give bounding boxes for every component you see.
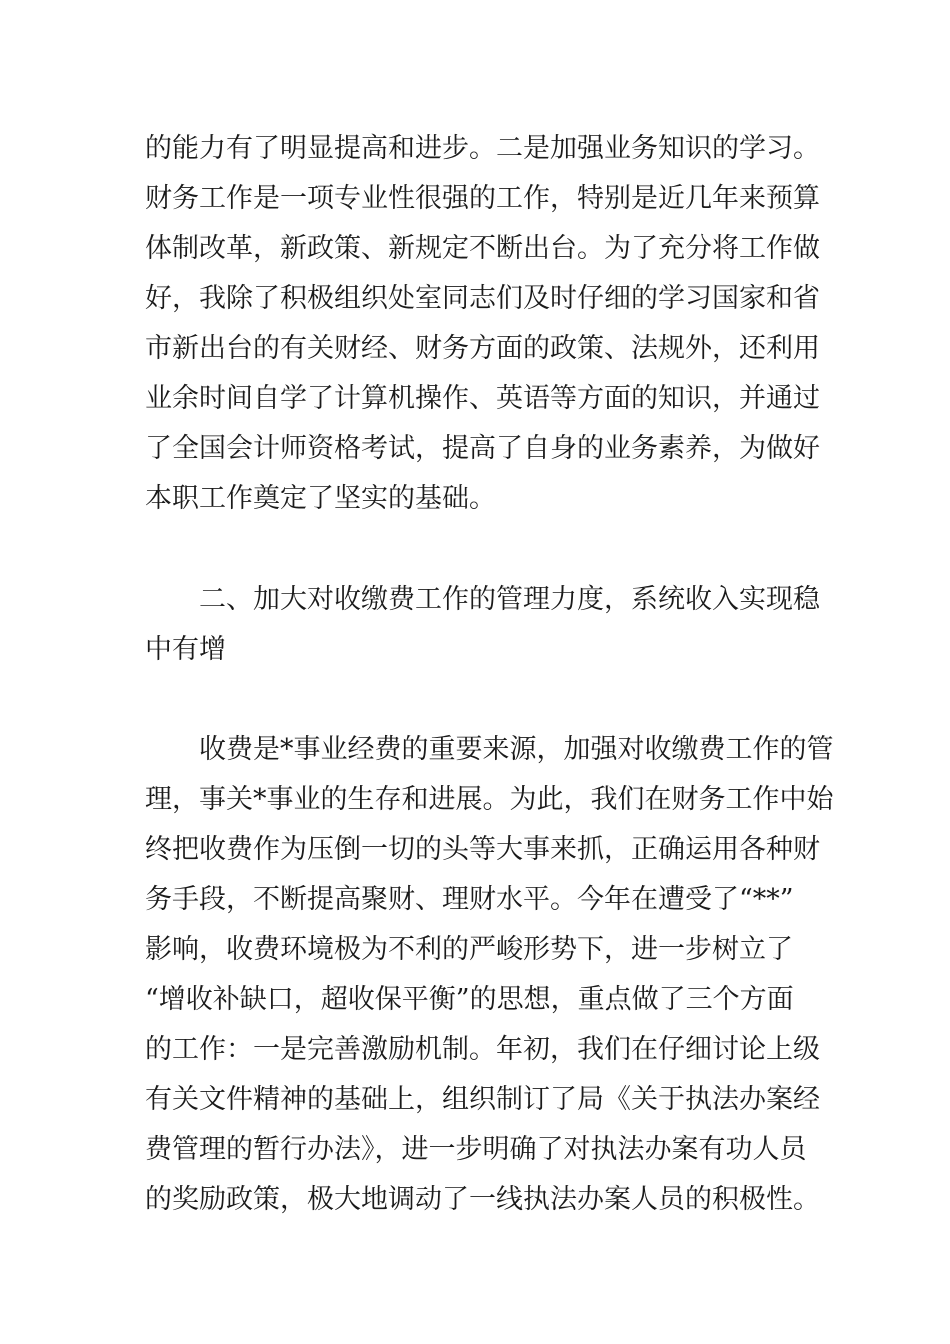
paragraph-line: 的工作：一是完善激励机制。年初，我们在仔细讨论上级 xyxy=(145,1034,820,1065)
paragraph-line: 市新出台的有关财经、财务方面的政策、法规外，还利用 xyxy=(145,333,820,364)
paragraph-line: 影响，收费环境极为不利的严峻形势下，进一步树立了 xyxy=(145,934,793,965)
paragraph-line: 务手段，不断提高聚财、理财水平。今年在遭受了“**” xyxy=(145,884,794,915)
paragraph-line: 有关文件精神的基础上，组织制订了局《关于执法办案经 xyxy=(145,1084,820,1115)
section-heading: 中有增 xyxy=(145,634,226,665)
paragraph-line: 本职工作奠定了坚实的基础。 xyxy=(145,483,496,514)
paragraph-line: 了全国会计师资格考试，提高了自身的业务素养，为做好 xyxy=(145,433,820,464)
paragraph-line: 的能力有了明显提高和进步。二是加强业务知识的学习。 xyxy=(145,133,820,164)
paragraph-line: “增收补缺口，超收保平衡”的思想，重点做了三个方面 xyxy=(145,984,794,1015)
paragraph-line: 好，我除了积极组织处室同志们及时仔细的学习国家和省 xyxy=(145,283,820,314)
paragraph-line: 的奖励政策，极大地调动了一线执法办案人员的积极性。 xyxy=(145,1184,820,1215)
paragraph-line: 财务工作是一项专业性很强的工作，特别是近几年来预算 xyxy=(145,183,820,214)
paragraph-line: 业余时间自学了计算机操作、英语等方面的知识，并通过 xyxy=(145,383,820,414)
paragraph-line: 理，事关*事业的生存和进展。为此，我们在财务工作中始 xyxy=(145,784,834,815)
paragraph-line: 体制改革，新政策、新规定不断出台。为了充分将工作做 xyxy=(145,233,820,264)
paragraph-line: 费管理的暂行办法》，进一步明确了对执法办案有功人员 xyxy=(145,1134,807,1165)
section-heading: 二、加大对收缴费工作的管理力度，系统收入实现稳 xyxy=(199,584,820,615)
paragraph-line: 终把收费作为压倒一切的头等大事来抓，正确运用各种财 xyxy=(145,834,820,865)
paragraph-line: 收费是*事业经费的重要来源，加强对收缴费工作的管 xyxy=(199,734,834,765)
